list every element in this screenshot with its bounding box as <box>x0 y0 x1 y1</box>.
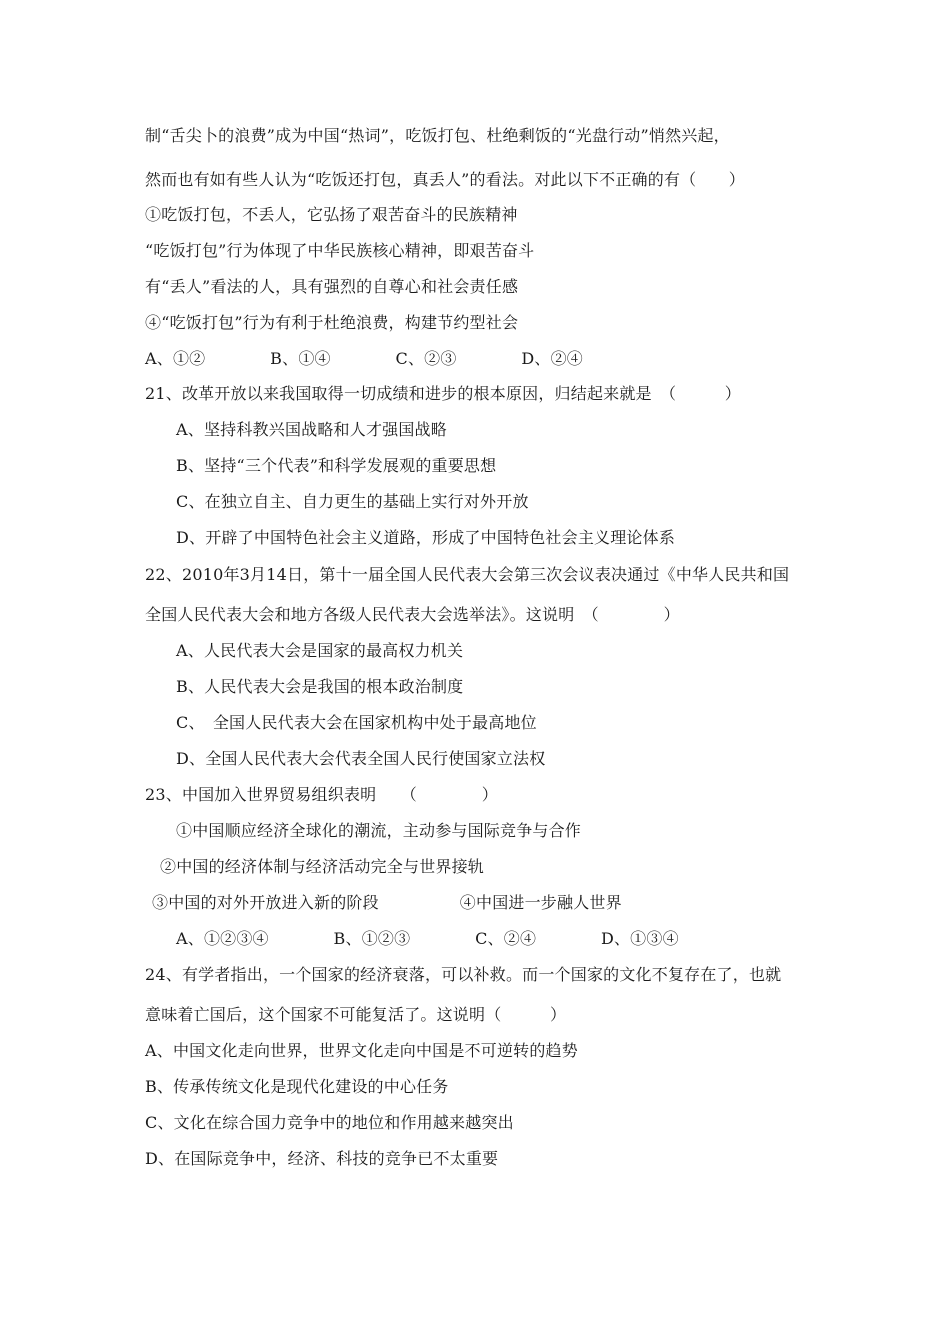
q21-stem: 21、改革开放以来我国取得一切成绩和进步的根本原因，归结起来就是 （ ） <box>145 384 741 403</box>
q22-stem-line2: 全国人民代表大会和地方各级人民代表大会选举法》。这说明 （ ） <box>145 605 680 624</box>
q24-stem-line1: 24、有学者指出，一个国家的经济衰落，可以补救。而一个国家的文化不复存在了，也就 <box>145 965 782 984</box>
q21-option-c: C、在独立自主、自力更生的基础上实行对外开放 <box>176 492 529 511</box>
q20-item-4: ④“吃饭打包”行为有利于杜绝浪费，构建节约型社会 <box>145 313 519 332</box>
q20-item-1: ①吃饭打包，不丢人，它弘扬了艰苦奋斗的民族精神 <box>145 205 518 224</box>
q23-stem: 23、中国加入世界贸易组织表明 （ ） <box>145 785 498 804</box>
q24-option-b: B、传承传统文化是现代化建设的中心任务 <box>145 1077 449 1096</box>
q23-options: A、①②③④ B、①②③ C、②④ D、①③④ <box>176 929 679 948</box>
q23-item-1: ①中国顺应经济全球化的潮流，主动参与国际竞争与合作 <box>176 821 582 840</box>
q22-stem-line1: 22、2010年3月14日，第十一届全国人民代表大会第三次会议表决通过《中华人民共和国 <box>145 565 790 584</box>
q22-option-d: D、全国人民代表大会代表全国人民行使国家立法权 <box>176 749 546 768</box>
q23-item-2: ②中国的经济体制与经济活动完全与世界接轨 <box>160 857 485 876</box>
q20-item-2: “吃饭打包”行为体现了中华民族核心精神，即艰苦奋斗 <box>145 241 535 260</box>
q22-option-b: B、人民代表大会是我国的根本政治制度 <box>176 677 464 696</box>
q20-options: A、①② B、①④ C、②③ D、②④ <box>145 349 583 368</box>
q21-option-b: B、坚持“三个代表”和科学发展观的重要思想 <box>176 456 497 475</box>
q24-option-a: A、中国文化走向世界，世界文化走向中国是不可逆转的趋势 <box>145 1041 578 1060</box>
q20-item-3: 有“丢人”看法的人，具有强烈的自尊心和社会责任感 <box>145 277 519 296</box>
q24-option-c: C、文化在综合国力竞争中的地位和作用越来越突出 <box>145 1113 514 1132</box>
q21-option-a: A、坚持科教兴国战略和人才强国战略 <box>176 420 447 439</box>
q22-option-a: A、人民代表大会是国家的最高权力机关 <box>176 641 464 660</box>
q20-stem-line2: 然而也有如有些人认为“吃饭还打包，真丢人”的看法。对此以下不正确的有（ ） <box>145 170 745 189</box>
q24-option-d: D、在国际竞争中，经济、科技的竞争已不太重要 <box>145 1149 499 1168</box>
q21-option-d: D、开辟了中国特色社会主义道路，形成了中国特色社会主义理论体系 <box>176 528 676 547</box>
q20-stem-line1: 制“舌尖卜的浪费”成为中国“热词”，吃饭打包、杜绝剩饭的“光盘行动”悄然兴起， <box>145 126 730 145</box>
q22-option-c: C、 全国人民代表大会在国家机构中处于最高地位 <box>176 713 537 732</box>
q23-item-3-4: ③中国的对外开放进入新的阶段 ④中国进一步融人世界 <box>152 893 622 912</box>
q24-stem-line2: 意味着亡国后，这个国家不可能复活了。这说明（ ） <box>145 1005 567 1024</box>
